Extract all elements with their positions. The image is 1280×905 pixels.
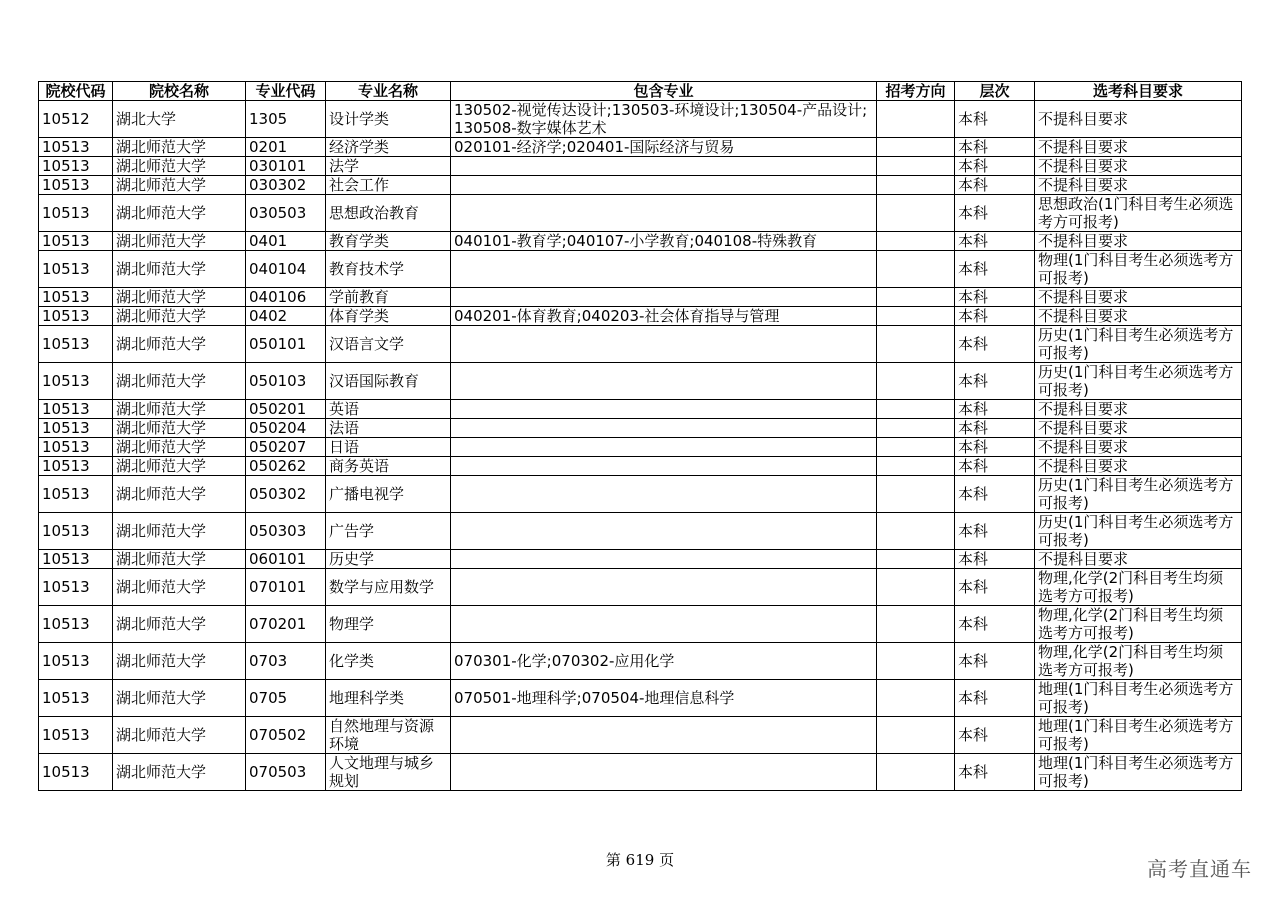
cell-school-name: 湖北师范大学 <box>113 457 246 476</box>
cell-level: 本科 <box>955 363 1035 400</box>
cell-level: 本科 <box>955 717 1035 754</box>
cell-major-code: 050302 <box>246 476 326 513</box>
cell-school-code: 10513 <box>39 569 113 606</box>
cell-major-name: 学前教育 <box>326 288 451 307</box>
cell-subject-requirement: 不提科目要求 <box>1035 438 1242 457</box>
cell-level: 本科 <box>955 438 1035 457</box>
cell-subject-requirement: 历史(1门科目考生必须选考方可报考) <box>1035 326 1242 363</box>
cell-major-code: 070503 <box>246 754 326 791</box>
table-row <box>39 419 1242 438</box>
cell-direction <box>877 606 955 643</box>
table-row <box>39 754 1242 791</box>
cell-school-name: 湖北师范大学 <box>113 363 246 400</box>
table-row <box>39 457 1242 476</box>
header-level: 层次 <box>955 82 1035 101</box>
table-row <box>39 307 1242 326</box>
cell-subject-requirement: 不提科目要求 <box>1035 550 1242 569</box>
cell-major-code: 0402 <box>246 307 326 326</box>
cell-major-name: 经济学类 <box>326 138 451 157</box>
cell-major-name: 数学与应用数学 <box>326 569 451 606</box>
watermark: 高考直通车 <box>1147 857 1252 881</box>
cell-direction <box>877 288 955 307</box>
cell-school-code: 10513 <box>39 717 113 754</box>
cell-subject-requirement: 不提科目要求 <box>1035 157 1242 176</box>
cell-major-code: 060101 <box>246 550 326 569</box>
cell-major-code: 050103 <box>246 363 326 400</box>
cell-level: 本科 <box>955 326 1035 363</box>
cell-school-code: 10513 <box>39 550 113 569</box>
cell-school-code: 10513 <box>39 251 113 288</box>
table-row <box>39 176 1242 195</box>
cell-direction <box>877 157 955 176</box>
cell-school-name: 湖北师范大学 <box>113 513 246 550</box>
cell-major-name: 广告学 <box>326 513 451 550</box>
cell-major-name: 教育技术学 <box>326 251 451 288</box>
header-major-code: 专业代码 <box>246 82 326 101</box>
cell-major-code: 0703 <box>246 643 326 680</box>
cell-level: 本科 <box>955 251 1035 288</box>
cell-major-code: 0705 <box>246 680 326 717</box>
cell-direction <box>877 251 955 288</box>
cell-direction <box>877 717 955 754</box>
cell-direction <box>877 550 955 569</box>
table-row <box>39 550 1242 569</box>
cell-subject-requirement: 物理,化学(2门科目考生均须选考方可报考) <box>1035 569 1242 606</box>
cell-school-name: 湖北师范大学 <box>113 288 246 307</box>
cell-subject-requirement: 不提科目要求 <box>1035 457 1242 476</box>
cell-school-name: 湖北师范大学 <box>113 476 246 513</box>
cell-major-name: 设计学类 <box>326 101 451 138</box>
cell-included-majors: 070301-化学;070302-应用化学 <box>451 643 877 680</box>
cell-school-code: 10512 <box>39 101 113 138</box>
cell-subject-requirement: 历史(1门科目考生必须选考方可报考) <box>1035 363 1242 400</box>
cell-level: 本科 <box>955 513 1035 550</box>
cell-major-code: 040106 <box>246 288 326 307</box>
cell-school-name: 湖北师范大学 <box>113 307 246 326</box>
cell-direction <box>877 419 955 438</box>
table-row <box>39 251 1242 288</box>
cell-major-code: 050207 <box>246 438 326 457</box>
cell-included-majors <box>451 754 877 791</box>
cell-level: 本科 <box>955 569 1035 606</box>
cell-subject-requirement: 地理(1门科目考生必须选考方可报考) <box>1035 680 1242 717</box>
cell-included-majors <box>451 288 877 307</box>
cell-major-name: 法学 <box>326 157 451 176</box>
cell-subject-requirement: 不提科目要求 <box>1035 138 1242 157</box>
cell-school-name: 湖北师范大学 <box>113 138 246 157</box>
cell-direction <box>877 754 955 791</box>
cell-school-code: 10513 <box>39 176 113 195</box>
cell-major-code: 050262 <box>246 457 326 476</box>
cell-level: 本科 <box>955 550 1035 569</box>
cell-major-code: 040104 <box>246 251 326 288</box>
cell-school-code: 10513 <box>39 643 113 680</box>
cell-major-name: 历史学 <box>326 550 451 569</box>
cell-school-name: 湖北师范大学 <box>113 643 246 680</box>
cell-level: 本科 <box>955 754 1035 791</box>
table-row <box>39 138 1242 157</box>
cell-subject-requirement: 不提科目要求 <box>1035 419 1242 438</box>
cell-subject-requirement: 不提科目要求 <box>1035 307 1242 326</box>
table-row <box>39 569 1242 606</box>
cell-major-name: 教育学类 <box>326 232 451 251</box>
cell-included-majors <box>451 569 877 606</box>
cell-included-majors <box>451 400 877 419</box>
cell-school-code: 10513 <box>39 157 113 176</box>
cell-subject-requirement: 物理,化学(2门科目考生均须选考方可报考) <box>1035 606 1242 643</box>
cell-major-name: 日语 <box>326 438 451 457</box>
cell-school-name: 湖北师范大学 <box>113 438 246 457</box>
cell-included-majors <box>451 419 877 438</box>
cell-level: 本科 <box>955 419 1035 438</box>
cell-school-code: 10513 <box>39 513 113 550</box>
cell-direction <box>877 195 955 232</box>
cell-included-majors: 070501-地理科学;070504-地理信息科学 <box>451 680 877 717</box>
cell-school-name: 湖北师范大学 <box>113 400 246 419</box>
cell-major-code: 030101 <box>246 157 326 176</box>
cell-major-name: 自然地理与资源环境 <box>326 717 451 754</box>
cell-direction <box>877 680 955 717</box>
cell-school-code: 10513 <box>39 438 113 457</box>
cell-level: 本科 <box>955 101 1035 138</box>
cell-school-name: 湖北师范大学 <box>113 326 246 363</box>
cell-subject-requirement: 地理(1门科目考生必须选考方可报考) <box>1035 717 1242 754</box>
cell-major-name: 思想政治教育 <box>326 195 451 232</box>
cell-major-name: 汉语言文学 <box>326 326 451 363</box>
cell-school-code: 10513 <box>39 680 113 717</box>
header-school-name: 院校名称 <box>113 82 246 101</box>
cell-major-name: 英语 <box>326 400 451 419</box>
cell-level: 本科 <box>955 606 1035 643</box>
cell-subject-requirement: 地理(1门科目考生必须选考方可报考) <box>1035 754 1242 791</box>
cell-major-code: 050201 <box>246 400 326 419</box>
cell-included-majors <box>451 717 877 754</box>
header-included-majors: 包含专业 <box>451 82 877 101</box>
cell-level: 本科 <box>955 400 1035 419</box>
table-row <box>39 680 1242 717</box>
cell-direction <box>877 232 955 251</box>
cell-level: 本科 <box>955 643 1035 680</box>
cell-level: 本科 <box>955 457 1035 476</box>
table-row <box>39 195 1242 232</box>
cell-subject-requirement: 物理,化学(2门科目考生均须选考方可报考) <box>1035 643 1242 680</box>
cell-direction <box>877 569 955 606</box>
cell-major-code: 030302 <box>246 176 326 195</box>
cell-major-name: 化学类 <box>326 643 451 680</box>
cell-direction <box>877 438 955 457</box>
table-body <box>39 101 1242 791</box>
cell-major-code: 070201 <box>246 606 326 643</box>
cell-school-name: 湖北师范大学 <box>113 754 246 791</box>
cell-level: 本科 <box>955 195 1035 232</box>
cell-major-code: 1305 <box>246 101 326 138</box>
cell-subject-requirement: 物理(1门科目考生必须选考方可报考) <box>1035 251 1242 288</box>
table-row <box>39 363 1242 400</box>
cell-major-name: 人文地理与城乡规划 <box>326 754 451 791</box>
cell-school-name: 湖北师范大学 <box>113 419 246 438</box>
cell-level: 本科 <box>955 138 1035 157</box>
cell-included-majors <box>451 157 877 176</box>
cell-major-code: 070101 <box>246 569 326 606</box>
header-major-name: 专业名称 <box>326 82 451 101</box>
cell-school-name: 湖北师范大学 <box>113 717 246 754</box>
cell-level: 本科 <box>955 157 1035 176</box>
cell-subject-requirement: 不提科目要求 <box>1035 176 1242 195</box>
admission-table <box>38 81 1242 791</box>
cell-included-majors: 020101-经济学;020401-国际经济与贸易 <box>451 138 877 157</box>
cell-included-majors <box>451 326 877 363</box>
cell-school-code: 10513 <box>39 326 113 363</box>
cell-major-name: 商务英语 <box>326 457 451 476</box>
table-header-row <box>39 82 1242 101</box>
cell-subject-requirement: 不提科目要求 <box>1035 400 1242 419</box>
cell-school-code: 10513 <box>39 457 113 476</box>
cell-level: 本科 <box>955 288 1035 307</box>
cell-school-name: 湖北师范大学 <box>113 195 246 232</box>
cell-school-code: 10513 <box>39 307 113 326</box>
table-row <box>39 476 1242 513</box>
cell-direction <box>877 138 955 157</box>
cell-school-name: 湖北师范大学 <box>113 569 246 606</box>
header-direction: 招考方向 <box>877 82 955 101</box>
cell-included-majors <box>451 363 877 400</box>
page-number: 第 619 页 <box>605 851 675 869</box>
cell-included-majors <box>451 176 877 195</box>
cell-major-code: 050204 <box>246 419 326 438</box>
cell-direction <box>877 513 955 550</box>
cell-major-name: 法语 <box>326 419 451 438</box>
header-subject-requirement: 选考科目要求 <box>1035 82 1242 101</box>
cell-school-code: 10513 <box>39 288 113 307</box>
cell-included-majors: 130502-视觉传达设计;130503-环境设计;130504-产品设计;130508-数字媒体艺术 <box>451 101 877 138</box>
cell-subject-requirement: 不提科目要求 <box>1035 232 1242 251</box>
cell-subject-requirement: 不提科目要求 <box>1035 101 1242 138</box>
cell-included-majors <box>451 438 877 457</box>
cell-school-code: 10513 <box>39 363 113 400</box>
cell-school-code: 10513 <box>39 400 113 419</box>
table-row <box>39 326 1242 363</box>
cell-school-name: 湖北大学 <box>113 101 246 138</box>
table-row <box>39 232 1242 251</box>
cell-level: 本科 <box>955 232 1035 251</box>
table-row <box>39 438 1242 457</box>
cell-direction <box>877 363 955 400</box>
cell-subject-requirement: 历史(1门科目考生必须选考方可报考) <box>1035 476 1242 513</box>
cell-school-code: 10513 <box>39 195 113 232</box>
cell-school-name: 湖北师范大学 <box>113 606 246 643</box>
cell-school-code: 10513 <box>39 138 113 157</box>
cell-major-code: 050303 <box>246 513 326 550</box>
table-row <box>39 513 1242 550</box>
cell-included-majors <box>451 513 877 550</box>
cell-major-name: 地理科学类 <box>326 680 451 717</box>
cell-direction <box>877 326 955 363</box>
cell-school-code: 10513 <box>39 606 113 643</box>
cell-direction <box>877 476 955 513</box>
cell-school-code: 10513 <box>39 476 113 513</box>
cell-major-name: 物理学 <box>326 606 451 643</box>
cell-direction <box>877 307 955 326</box>
cell-direction <box>877 643 955 680</box>
cell-major-code: 050101 <box>246 326 326 363</box>
cell-school-name: 湖北师范大学 <box>113 176 246 195</box>
cell-included-majors <box>451 606 877 643</box>
cell-included-majors: 040201-体育教育;040203-社会体育指导与管理 <box>451 307 877 326</box>
header-school-code: 院校代码 <box>39 82 113 101</box>
cell-school-code: 10513 <box>39 754 113 791</box>
cell-included-majors <box>451 550 877 569</box>
cell-subject-requirement: 思想政治(1门科目考生必须选考方可报考) <box>1035 195 1242 232</box>
cell-subject-requirement: 历史(1门科目考生必须选考方可报考) <box>1035 513 1242 550</box>
cell-included-majors <box>451 476 877 513</box>
cell-school-name: 湖北师范大学 <box>113 251 246 288</box>
table-row <box>39 643 1242 680</box>
table-row <box>39 717 1242 754</box>
cell-major-code: 030503 <box>246 195 326 232</box>
cell-included-majors <box>451 457 877 476</box>
cell-direction <box>877 176 955 195</box>
cell-subject-requirement: 不提科目要求 <box>1035 288 1242 307</box>
cell-major-name: 社会工作 <box>326 176 451 195</box>
cell-level: 本科 <box>955 176 1035 195</box>
cell-school-name: 湖北师范大学 <box>113 157 246 176</box>
table-row <box>39 101 1242 138</box>
cell-direction <box>877 101 955 138</box>
table-row <box>39 606 1242 643</box>
cell-direction <box>877 457 955 476</box>
cell-major-name: 汉语国际教育 <box>326 363 451 400</box>
cell-direction <box>877 400 955 419</box>
cell-included-majors: 040101-教育学;040107-小学教育;040108-特殊教育 <box>451 232 877 251</box>
cell-school-name: 湖北师范大学 <box>113 680 246 717</box>
cell-level: 本科 <box>955 307 1035 326</box>
cell-school-name: 湖北师范大学 <box>113 232 246 251</box>
table-row <box>39 400 1242 419</box>
table-row <box>39 288 1242 307</box>
cell-major-code: 0201 <box>246 138 326 157</box>
cell-level: 本科 <box>955 680 1035 717</box>
cell-major-code: 0401 <box>246 232 326 251</box>
cell-major-code: 070502 <box>246 717 326 754</box>
cell-level: 本科 <box>955 476 1035 513</box>
cell-included-majors <box>451 195 877 232</box>
cell-included-majors <box>451 251 877 288</box>
cell-school-code: 10513 <box>39 419 113 438</box>
cell-school-code: 10513 <box>39 232 113 251</box>
table-row <box>39 157 1242 176</box>
cell-major-name: 体育学类 <box>326 307 451 326</box>
cell-major-name: 广播电视学 <box>326 476 451 513</box>
cell-school-name: 湖北师范大学 <box>113 550 246 569</box>
